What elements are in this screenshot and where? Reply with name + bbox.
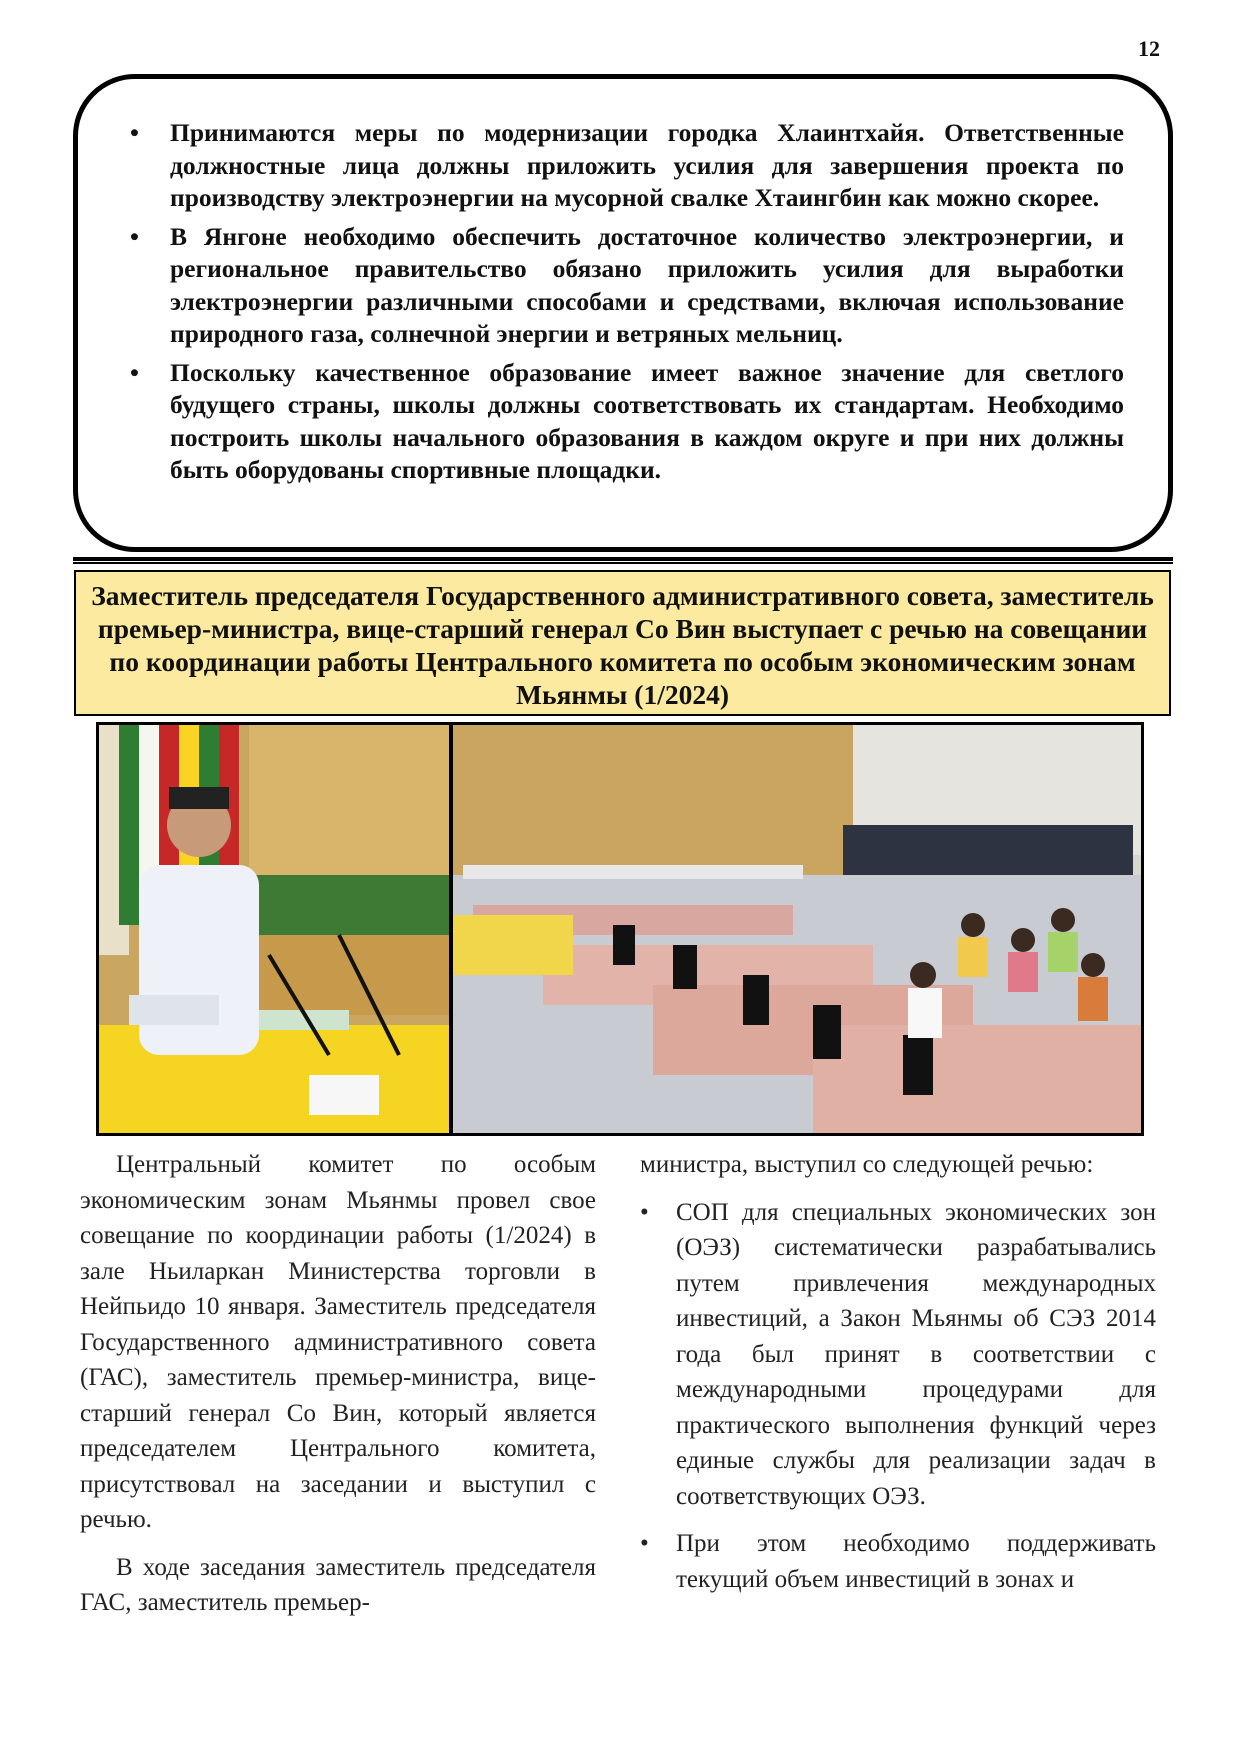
right-column [640,1147,1156,1609]
article-paragraph: В ходе заседания заместитель председателя ГАС, заместитель премьер- [80,1553,596,1616]
meeting-hall-photo [453,725,1141,1133]
speech-bullet-item [640,1526,1156,1597]
highlight-bullet-item [130,221,1124,351]
bullet-icon: • [130,357,139,387]
bullet-icon: • [130,118,139,147]
highlight-bullet-item [130,117,1124,215]
highlight-bullet-item [130,357,1124,487]
article-paragraph: министра, выступил со следующей речью: [640,1151,1094,1178]
bullet-icon: • [640,1198,649,1226]
speaker-at-podium-photo [99,725,449,1133]
speaker-photo-illustration [99,725,449,1133]
section-divider [73,557,1173,564]
bullet-icon: • [130,221,139,251]
highlight-bullet-text: В Янгоне необходимо обеспечить достаточное количество электроэнергии, и региональное правительство обязано приложить усилия для выработки электроэнергии различными способами и средствами, включая использование природного газа, солнечной энергии и ветряных мельниц. [170,221,1124,348]
article-headline: Заместитель председателя Государственного административного совета, заместитель премьер-министра, вице-старший генерал Со Вин выступает с речью на совещании по координации работы Центрального комитета по особым экономическим зонам Мьянмы (1/2024) [74,570,1171,716]
speech-bullet-text: СОП для специальных экономических зон (ОЭЗ) систематически разрабатывались путем привлечения международных инвестиций, а Закон Мьянмы об СЭЗ 2014 года был принят в соответствии с международными процедурами для практического выполнения функций через единые службы для реализации задач в соответствующих ОЭЗ. [676,1198,1156,1510]
highlight-bullet-list [130,117,1124,487]
bullet-icon: • [640,1530,649,1557]
highlight-bullet-text: Принимаются меры по модернизации городка Хлаинтхайя. Ответственные должностные лица должны приложить усилия для завершения проекта по производству электроэнергии на мусорной свалке Хтаингбин как можно скорее. [170,118,1124,212]
page-number: 12 [1138,36,1160,61]
highlight-box [73,74,1173,552]
speech-bullet-item [640,1195,1156,1515]
speech-bullet-list [640,1195,1156,1598]
photo-strip [96,722,1144,1136]
article-paragraph: Центральный комитет по особым экономическим зонам Мьянмы провел свое совещание по координации работы (1/2024) в зале Ньиларкан Министерства торговли в Нейпьидо 10 января. Заместитель председателя Государственного административного совета (ГАС), заместитель премьер-министра, вице-старший генерал Со Вин, который является председателем Центрального комитета, присутствовал на заседании и выступил с речью. [80,1151,596,1533]
meeting-photo-illustration [453,725,1141,1133]
speech-bullet-text: При этом необходимо поддерживать текущий объем инвестиций в зонах и [676,1530,1156,1593]
left-column [80,1147,596,1633]
highlight-bullet-text: Поскольку качественное образование имеет важное значение для светлого будущего страны, школы должны соответствовать их стандартам. Необходимо построить школы начального образования в каждом округе и при них должны быть оборудованы спортивные площадки. [170,357,1124,484]
